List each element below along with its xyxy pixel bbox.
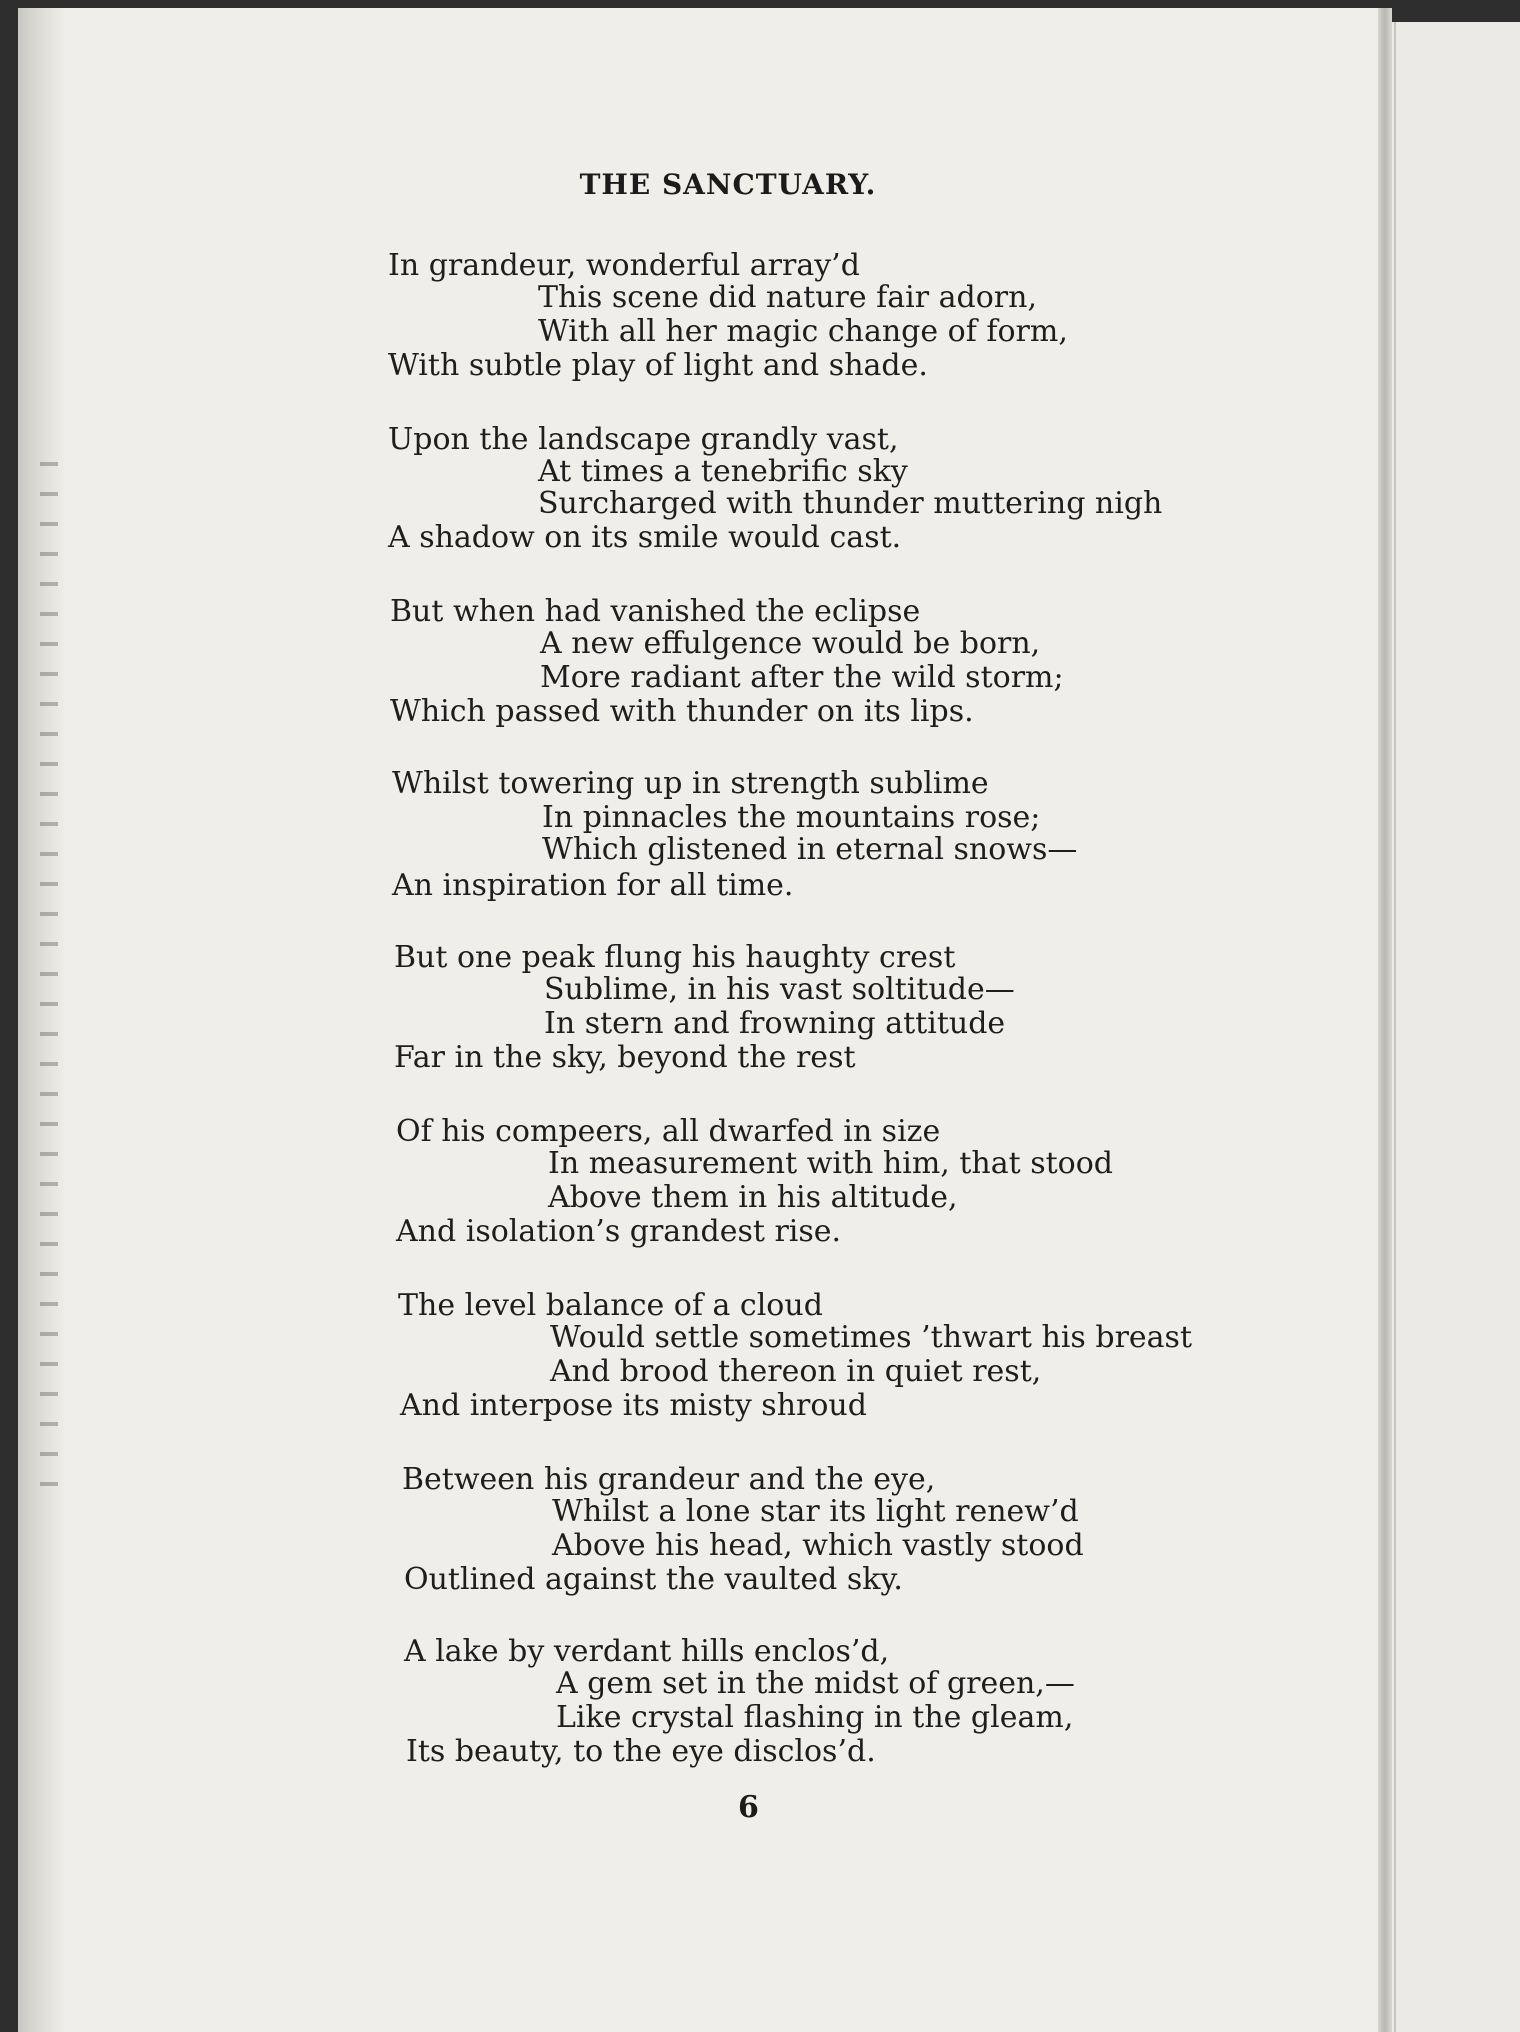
poem-line: But one peak flung his haughty crest [394, 940, 956, 975]
facing-page-edge [1394, 22, 1396, 2032]
poem-line: Whilst a lone star its light renew’d [552, 1494, 1079, 1529]
binding-thread-marks [40, 448, 58, 1488]
poem-line: Like crystal flashing in the gleam, [556, 1700, 1074, 1735]
facing-page [1392, 22, 1520, 2032]
poem-line: In measurement with him, that stood [548, 1146, 1113, 1181]
poem-line: The level balance of a cloud [398, 1288, 823, 1323]
poem-line: And interpose its misty shroud [400, 1388, 867, 1423]
poem-line: In stern and frowning attitude [544, 1006, 1006, 1041]
poem-line: Between his grandeur and the eye, [402, 1462, 936, 1497]
poem-line: A gem set in the midst of green,— [556, 1666, 1075, 1701]
poem-title: THE SANCTUARY. [579, 168, 877, 201]
poem-line: Surcharged with thunder muttering nigh [538, 486, 1163, 521]
poem-line: Whilst towering up in strength sublime [392, 766, 989, 801]
poem-line: At times a tenebrific sky [538, 454, 908, 489]
poem-line: In grandeur, wonderful array’d [388, 248, 860, 283]
poem-line: With all her magic change of form, [538, 314, 1068, 349]
poem-line: An inspiration for all time. [392, 868, 794, 903]
poem-line: A new effulgence would be born, [540, 626, 1041, 661]
poem-line: Its beauty, to the eye disclos’d. [406, 1734, 876, 1769]
poem-line: This scene did nature fair adorn, [538, 280, 1037, 315]
poem-line: Far in the sky, beyond the rest [394, 1040, 856, 1075]
poem-line: But when had vanished the eclipse [390, 594, 921, 629]
poem-line: And isolation’s grandest rise. [396, 1214, 842, 1249]
poem-line: Above his head, which vastly stood [552, 1528, 1084, 1563]
poem-line: Which glistened in eternal snows— [542, 832, 1078, 867]
poem-line: Above them in his altitude, [548, 1180, 958, 1215]
poem-line: A lake by verdant hills enclos’d, [404, 1634, 890, 1669]
poem-line: Of his compeers, all dwarfed in size [396, 1114, 941, 1149]
poem-line: More radiant after the wild storm; [540, 660, 1064, 695]
poem-line: Upon the landscape grandly vast, [388, 422, 899, 457]
poem-line: Sublime, in his vast soltitude— [544, 972, 1015, 1007]
page-number: 6 [738, 1790, 759, 1825]
poem-line: In pinnacles the mountains rose; [542, 800, 1041, 835]
poem-line: Would settle sometimes ’thwart his breast [550, 1320, 1192, 1355]
poem-line: Outlined against the vaulted sky. [404, 1562, 903, 1597]
poem-line: With subtle play of light and shade. [388, 348, 928, 383]
poem-line: Which passed with thunder on its lips. [390, 694, 974, 729]
poem-line: A shadow on its smile would cast. [388, 520, 902, 555]
poem-line: And brood thereon in quiet rest, [550, 1354, 1042, 1389]
book-gutter [1378, 8, 1392, 2032]
